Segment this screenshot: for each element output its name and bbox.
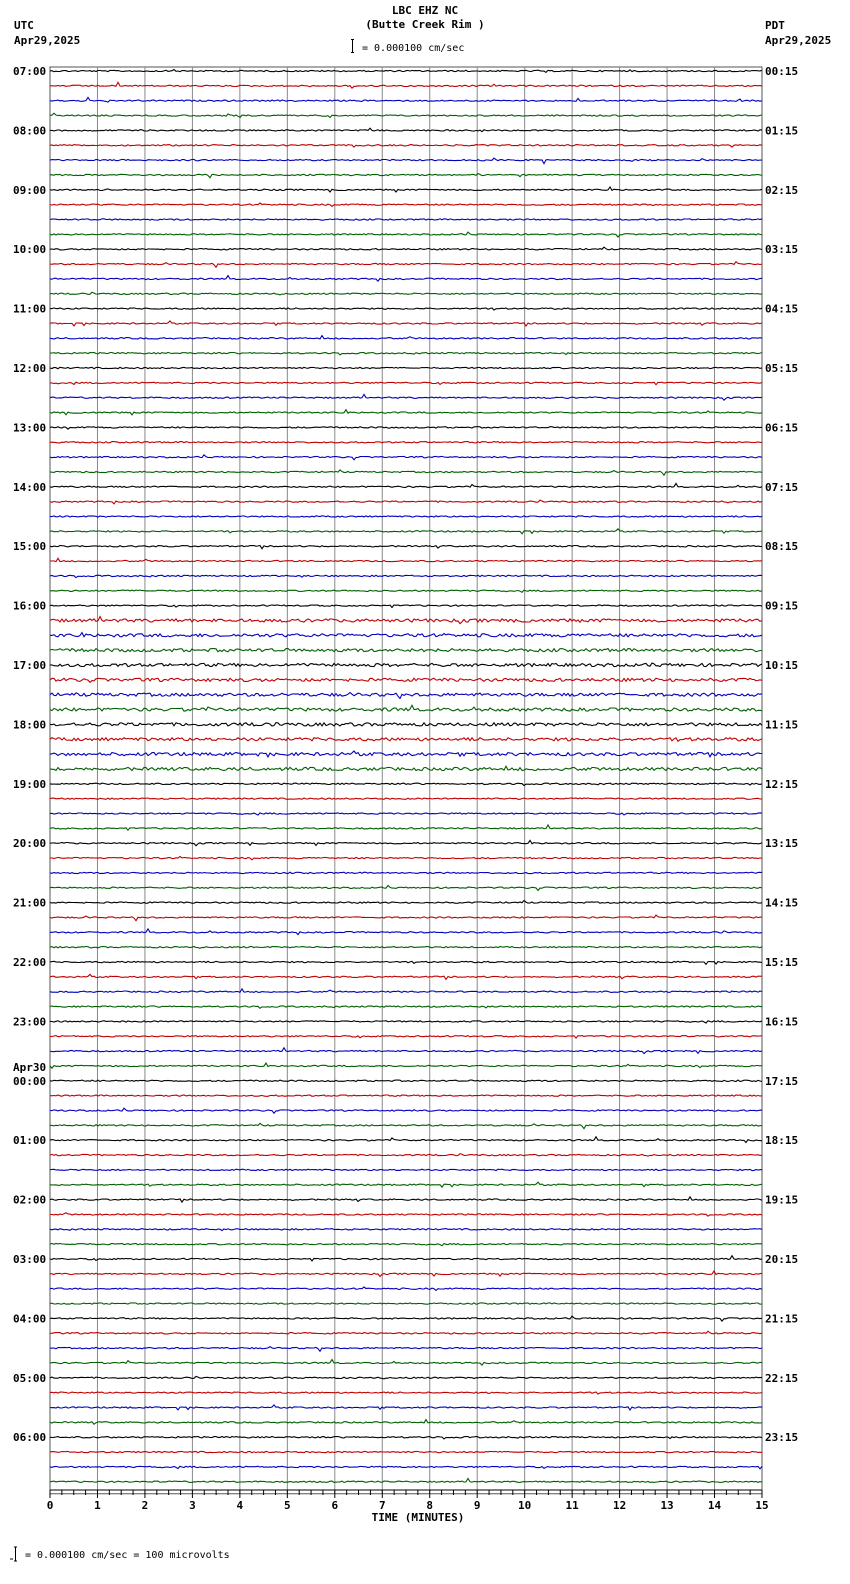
trace-line	[50, 262, 762, 268]
utc-hour-label: 14:00	[13, 480, 47, 494]
trace-line	[50, 382, 762, 385]
trace-line	[50, 856, 762, 859]
trace-line	[50, 1287, 762, 1290]
trace-line	[50, 546, 762, 549]
utc-hour-label: 08:00	[13, 124, 47, 138]
trace-line	[50, 798, 762, 799]
utc-hour-label: 06:00	[13, 1431, 47, 1445]
trace-line	[50, 1360, 762, 1366]
trace-line	[50, 1451, 762, 1452]
utc-hour-label: 11:00	[13, 302, 47, 316]
trace-line	[50, 886, 762, 891]
trace-line	[50, 751, 762, 757]
trace-line	[50, 174, 762, 178]
trace-line	[50, 1021, 762, 1023]
trace-line	[50, 394, 762, 400]
pdt-hour-label: 11:15	[765, 718, 799, 732]
trace-line	[50, 929, 762, 935]
x-tick-label: 10	[518, 1499, 532, 1512]
trace-line	[50, 455, 762, 460]
pdt-hour-label: 19:15	[765, 1193, 799, 1207]
pdt-hour-label: 02:15	[765, 183, 799, 197]
trace-line	[50, 915, 762, 921]
trace-line	[50, 947, 762, 949]
trace-line	[50, 901, 762, 904]
utc-hour-label: 21:00	[13, 896, 47, 910]
trace-line	[50, 663, 762, 667]
trace-line	[50, 813, 762, 815]
trace-line	[50, 989, 762, 993]
left-date: Apr29,2025	[14, 34, 81, 47]
trace-line	[50, 1303, 762, 1304]
pdt-hour-label: 05:15	[765, 362, 799, 375]
trace-line	[50, 1437, 762, 1439]
pdt-hour-label: 16:15	[765, 1015, 799, 1029]
trace-line	[50, 605, 762, 608]
pdt-hour-labels	[765, 65, 798, 1444]
footer-scale-note: = 0.000100 cm/sec = 100 microvolts	[25, 1550, 230, 1561]
footer-scale-bar-icon	[10, 1546, 18, 1562]
trace-line	[50, 353, 762, 355]
trace-line	[50, 974, 762, 979]
trace-line	[50, 203, 762, 206]
trace-line	[50, 1213, 762, 1216]
pdt-hour-label: 09:15	[765, 599, 799, 613]
x-tick-label: 7	[378, 1499, 386, 1512]
pdt-hour-label: 06:15	[765, 421, 799, 435]
trace-line	[50, 113, 762, 117]
utc-hour-label: 10:00	[13, 243, 47, 257]
x-tick-label: 5	[284, 1499, 291, 1512]
x-tick-label: 11	[565, 1499, 579, 1512]
pdt-hour-label: 18:15	[765, 1134, 799, 1148]
trace-line	[50, 1169, 762, 1170]
trace-line	[50, 1331, 762, 1334]
x-tick-label: 9	[473, 1499, 481, 1512]
trace-line	[50, 590, 762, 592]
trace-line	[50, 442, 762, 443]
trace-line	[50, 247, 762, 250]
x-tick-label: 8	[426, 1499, 434, 1512]
utc-hour-label: 05:00	[13, 1371, 47, 1385]
pdt-hour-label: 07:15	[765, 480, 799, 494]
trace-line	[50, 1244, 762, 1246]
trace-line	[50, 649, 762, 652]
utc-hour-label: 04:00	[13, 1312, 47, 1326]
trace-line	[50, 336, 762, 340]
right-date: Apr29,2025	[765, 34, 832, 47]
trace-line	[50, 1478, 762, 1482]
utc-hour-label: 03:00	[13, 1253, 47, 1266]
trace-line	[50, 723, 762, 726]
utc-hour-label: 07:00	[13, 65, 47, 78]
trace-line	[50, 292, 762, 295]
pdt-hour-label: 14:15	[765, 896, 799, 910]
trace-line	[50, 1137, 762, 1143]
trace-line	[50, 97, 762, 102]
trace-line	[50, 82, 762, 88]
pdt-hour-label: 21:15	[765, 1312, 799, 1326]
trace-line	[50, 1420, 762, 1425]
trace-line	[50, 219, 762, 220]
trace-line	[50, 187, 762, 192]
trace-line	[50, 410, 762, 415]
trace-line	[50, 840, 762, 845]
trace-line	[50, 500, 762, 504]
x-tick-label: 0	[46, 1499, 54, 1512]
utc-hour-label: 17:00	[13, 659, 47, 672]
trace-line	[50, 961, 762, 964]
trace-line	[50, 678, 762, 682]
trace-line	[50, 276, 762, 282]
pdt-hour-label: 01:15	[765, 124, 799, 138]
trace-line	[50, 1271, 762, 1276]
x-axis-label: TIME (MINUTES)	[371, 1511, 465, 1524]
trace-line	[50, 308, 762, 310]
trace-line	[50, 516, 762, 517]
trace-line	[50, 145, 762, 148]
utc-hour-label: 20:00	[13, 837, 47, 851]
station-title: LBC EHZ NC	[391, 4, 459, 17]
trace-line	[50, 1316, 762, 1321]
trace-line	[50, 633, 762, 637]
trace-line	[50, 70, 762, 73]
utc-hour-label: 23:00	[13, 1015, 47, 1029]
pdt-hour-label: 10:15	[765, 659, 799, 672]
trace-line	[50, 1405, 762, 1410]
trace-line	[50, 766, 762, 770]
x-tick-label: 4	[236, 1499, 244, 1512]
trace-lines	[50, 70, 762, 1483]
trace-line	[50, 128, 762, 132]
trace-line	[50, 1036, 762, 1039]
x-tick-label: 14	[707, 1499, 722, 1512]
pdt-hour-label: 04:15	[765, 302, 799, 316]
trace-line	[50, 1376, 762, 1379]
trace-line	[50, 470, 762, 475]
trace-line	[50, 158, 762, 164]
trace-line	[50, 321, 762, 326]
pdt-hour-label: 00:15	[765, 65, 799, 78]
trace-line	[50, 825, 762, 830]
trace-line	[50, 558, 762, 561]
utc-hour-label: 01:00	[13, 1134, 47, 1148]
utc-hour-label: 16:00	[13, 599, 47, 613]
x-tick-label: 6	[331, 1499, 339, 1512]
x-tick-label: 13	[660, 1499, 674, 1512]
trace-line	[50, 1229, 762, 1231]
date-change-label: Apr30	[13, 1060, 47, 1074]
utc-hour-label: 00:00	[13, 1074, 47, 1088]
plot-frame	[50, 67, 762, 1494]
pdt-hour-label: 22:15	[765, 1371, 799, 1385]
utc-hour-label: 09:00	[13, 183, 47, 197]
pdt-hour-label: 15:15	[765, 956, 799, 969]
trace-line	[50, 1063, 762, 1068]
x-tick-label: 1	[94, 1499, 101, 1512]
trace-line	[50, 529, 762, 534]
trace-line	[50, 783, 762, 785]
scale-label: = 0.000100 cm/sec	[362, 43, 465, 54]
trace-line	[50, 575, 762, 577]
utc-hour-label: 19:00	[13, 777, 47, 791]
pdt-hour-label: 20:15	[765, 1253, 799, 1266]
trace-line	[50, 483, 762, 487]
utc-hour-label: 15:00	[13, 540, 47, 554]
utc-hour-label: 13:00	[13, 421, 47, 435]
trace-line	[50, 427, 762, 429]
trace-line	[50, 1108, 762, 1113]
utc-hour-labels	[13, 65, 46, 1444]
trace-line	[50, 232, 762, 237]
trace-line	[50, 1197, 762, 1202]
utc-hour-label: 02:00	[13, 1193, 47, 1207]
left-timezone: UTC	[14, 19, 34, 32]
trace-line	[50, 705, 762, 711]
trace-line	[50, 1006, 762, 1008]
trace-line	[50, 738, 762, 742]
trace-line	[50, 872, 762, 873]
trace-line	[50, 1256, 762, 1261]
trace-line	[50, 693, 762, 699]
x-tick-label: 15	[755, 1499, 769, 1512]
utc-hour-label: 22:00	[13, 956, 47, 969]
trace-line	[50, 1154, 762, 1157]
trace-line	[50, 1182, 762, 1187]
utc-hour-label: 18:00	[13, 718, 47, 732]
trace-line	[50, 1123, 762, 1128]
x-tick-label: 2	[141, 1499, 149, 1512]
pdt-hour-label: 13:15	[765, 837, 799, 851]
x-tick-label: 3	[189, 1499, 196, 1512]
time-axis	[47, 1490, 769, 1524]
utc-hour-label: 12:00	[13, 362, 47, 375]
trace-line	[50, 1095, 762, 1096]
site-subtitle: (Butte Creek Rim )	[365, 18, 485, 31]
trace-line	[50, 1347, 762, 1352]
pdt-hour-label: 23:15	[765, 1431, 799, 1445]
trace-line	[50, 1048, 762, 1054]
minute-grid	[50, 67, 762, 1494]
trace-line	[50, 1392, 762, 1394]
right-timezone: PDT	[765, 19, 785, 32]
pdt-hour-label: 08:15	[765, 540, 799, 554]
trace-line	[50, 367, 762, 368]
trace-line	[50, 1080, 762, 1081]
pdt-hour-label: 03:15	[765, 243, 799, 257]
trace-line	[50, 617, 762, 624]
trace-line	[50, 1466, 762, 1469]
pdt-hour-label: 12:15	[765, 777, 799, 791]
pdt-hour-label: 17:15	[765, 1074, 799, 1088]
x-tick-label: 12	[612, 1499, 627, 1512]
